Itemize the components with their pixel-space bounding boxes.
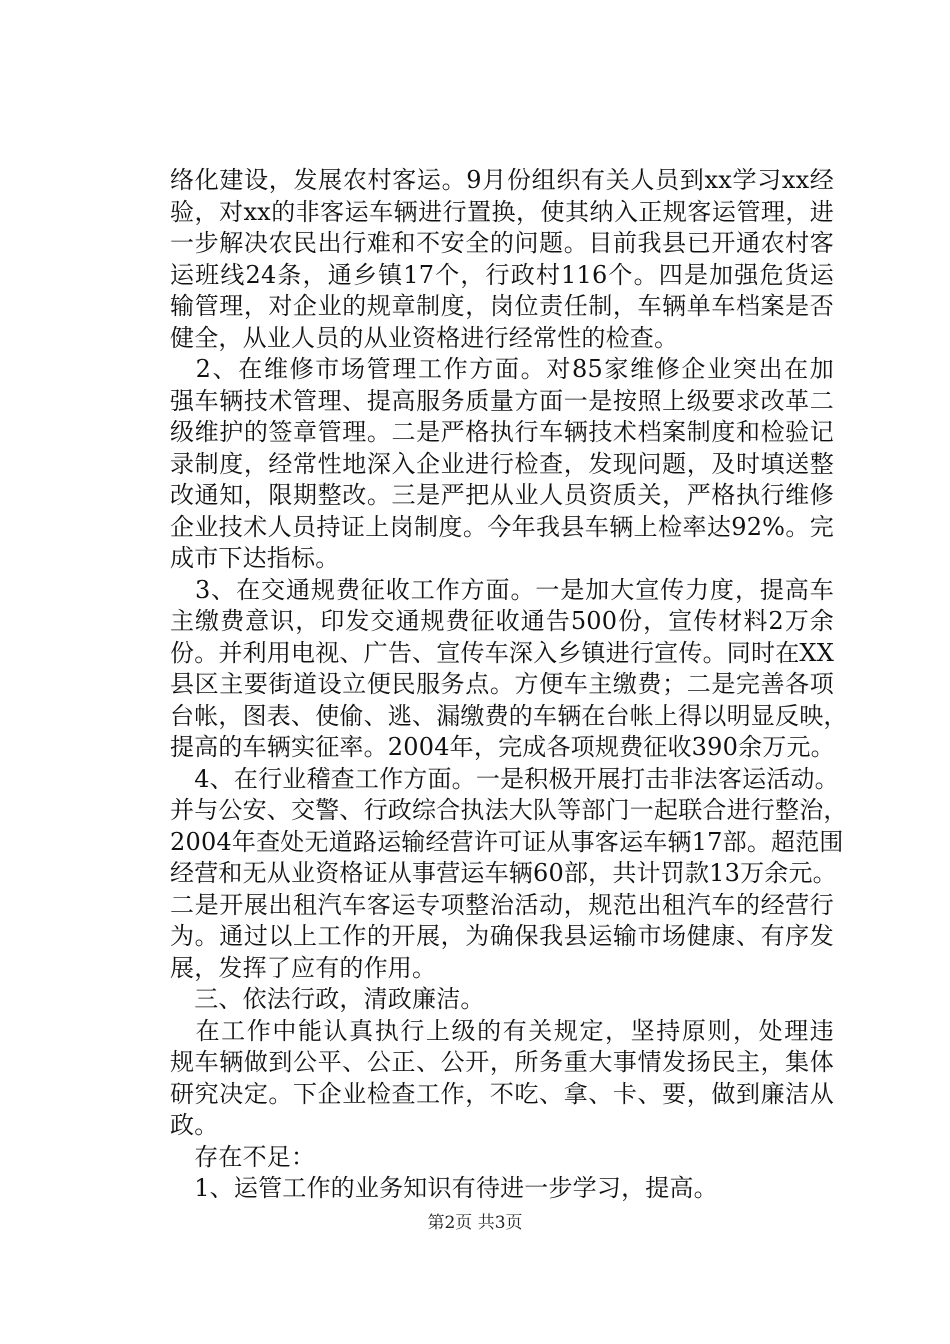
text-line: 规车辆做到公平、公正、公开，所务重大事情发扬民主，集体 <box>170 1048 834 1076</box>
text-line: 强车辆技术管理、提高服务质量方面一是按照上级要求改革二 <box>170 386 834 415</box>
body-text <box>170 165 848 1205</box>
text-line: 企业技术人员持证上岗制度。今年我县车辆上检率达92%。完 <box>170 512 834 541</box>
text-line: 二是开展出租汽车客运专项整治活动，规范出租汽车的经营行 <box>170 890 834 919</box>
text-line: 健全，从业人员的从业资格进行经常性的检查。 <box>170 323 679 352</box>
page-number-footer: 第2页 共3页 <box>427 1213 523 1233</box>
text-line: 研究决定。下企业检查工作，不吃、拿、卡、要，做到廉洁从 <box>170 1079 834 1108</box>
text-line: 成市下达指标。 <box>170 544 340 572</box>
text-line: 并与公安、交警、行政综合执法大队等部门一起联合进行整治， <box>170 796 848 824</box>
text-line: 经营和无从业资格证从事营运车辆60部，共计罚款13万余元。 <box>170 859 837 887</box>
text-line: 录制度，经常性地深入企业进行检查，发现问题，及时填送整 <box>170 449 834 478</box>
text-line: 改通知，限期整改。三是严把从业人员资质关，严格执行维修 <box>170 481 834 509</box>
text-line: 为。通过以上工作的开展，为确保我县运输市场健康、有序发 <box>170 922 834 950</box>
text-line: 级维护的签章管理。二是严格执行车辆技术档案制度和检验记 <box>170 418 834 446</box>
text-line: 一步解决农民出行难和不安全的问题。目前我县已开通农村客 <box>170 229 834 257</box>
text-line: 在工作中能认真执行上级的有关规定，坚持原则，处理违 <box>170 1016 834 1045</box>
text-line: 4、在行业稽查工作方面。一是积极开展打击非法客运活动。 <box>170 764 839 793</box>
text-line: 运班线24条，通乡镇17个，行政村116个。四是加强危货运 <box>170 260 834 289</box>
text-line: 2、在维修市场管理工作方面。对85家维修企业突出在加 <box>170 355 834 383</box>
text-line: 份。并利用电视、广告、宣传车深入乡镇进行宣传。同时在XX <box>170 638 834 667</box>
text-line: 3、在交通规费征收工作方面。一是加大宣传力度，提高车 <box>170 575 834 604</box>
text-line: 2004年查处无道路运输经营许可证从事客运车辆17部。超范围 <box>170 827 844 856</box>
subheading: 存在不足： <box>170 1142 316 1171</box>
text-line: 1、运管工作的业务知识有待进一步学习，提高。 <box>170 1174 718 1202</box>
text-line: 主缴费意识，印发交通规费征收通告500份，宣传材料2万余 <box>170 607 834 635</box>
text-line: 输管理，对企业的规章制度，岗位责任制，车辆单车档案是否 <box>170 292 834 320</box>
text-line: 台帐，图表、使偷、逃、漏缴费的车辆在台帐上得以明显反映， <box>170 701 848 730</box>
text-line: 展，发挥了应有的作用。 <box>170 953 437 982</box>
text-line: 验，对xx的非客运车辆进行置换，使其纳入正规客运管理，进 <box>170 197 834 226</box>
section-heading: 三、依法行政，清政廉洁。 <box>170 985 485 1013</box>
text-line: 政。 <box>170 1111 219 1139</box>
text-line: 县区主要街道设立便民服务点。方便车主缴费；二是完善各项 <box>170 670 834 698</box>
text-line: 络化建设，发展农村客运。9月份组织有关人员到xx学习xx经 <box>170 166 834 194</box>
text-line: 提高的车辆实征率。2004年，完成各项规费征收390余万元。 <box>170 733 835 761</box>
